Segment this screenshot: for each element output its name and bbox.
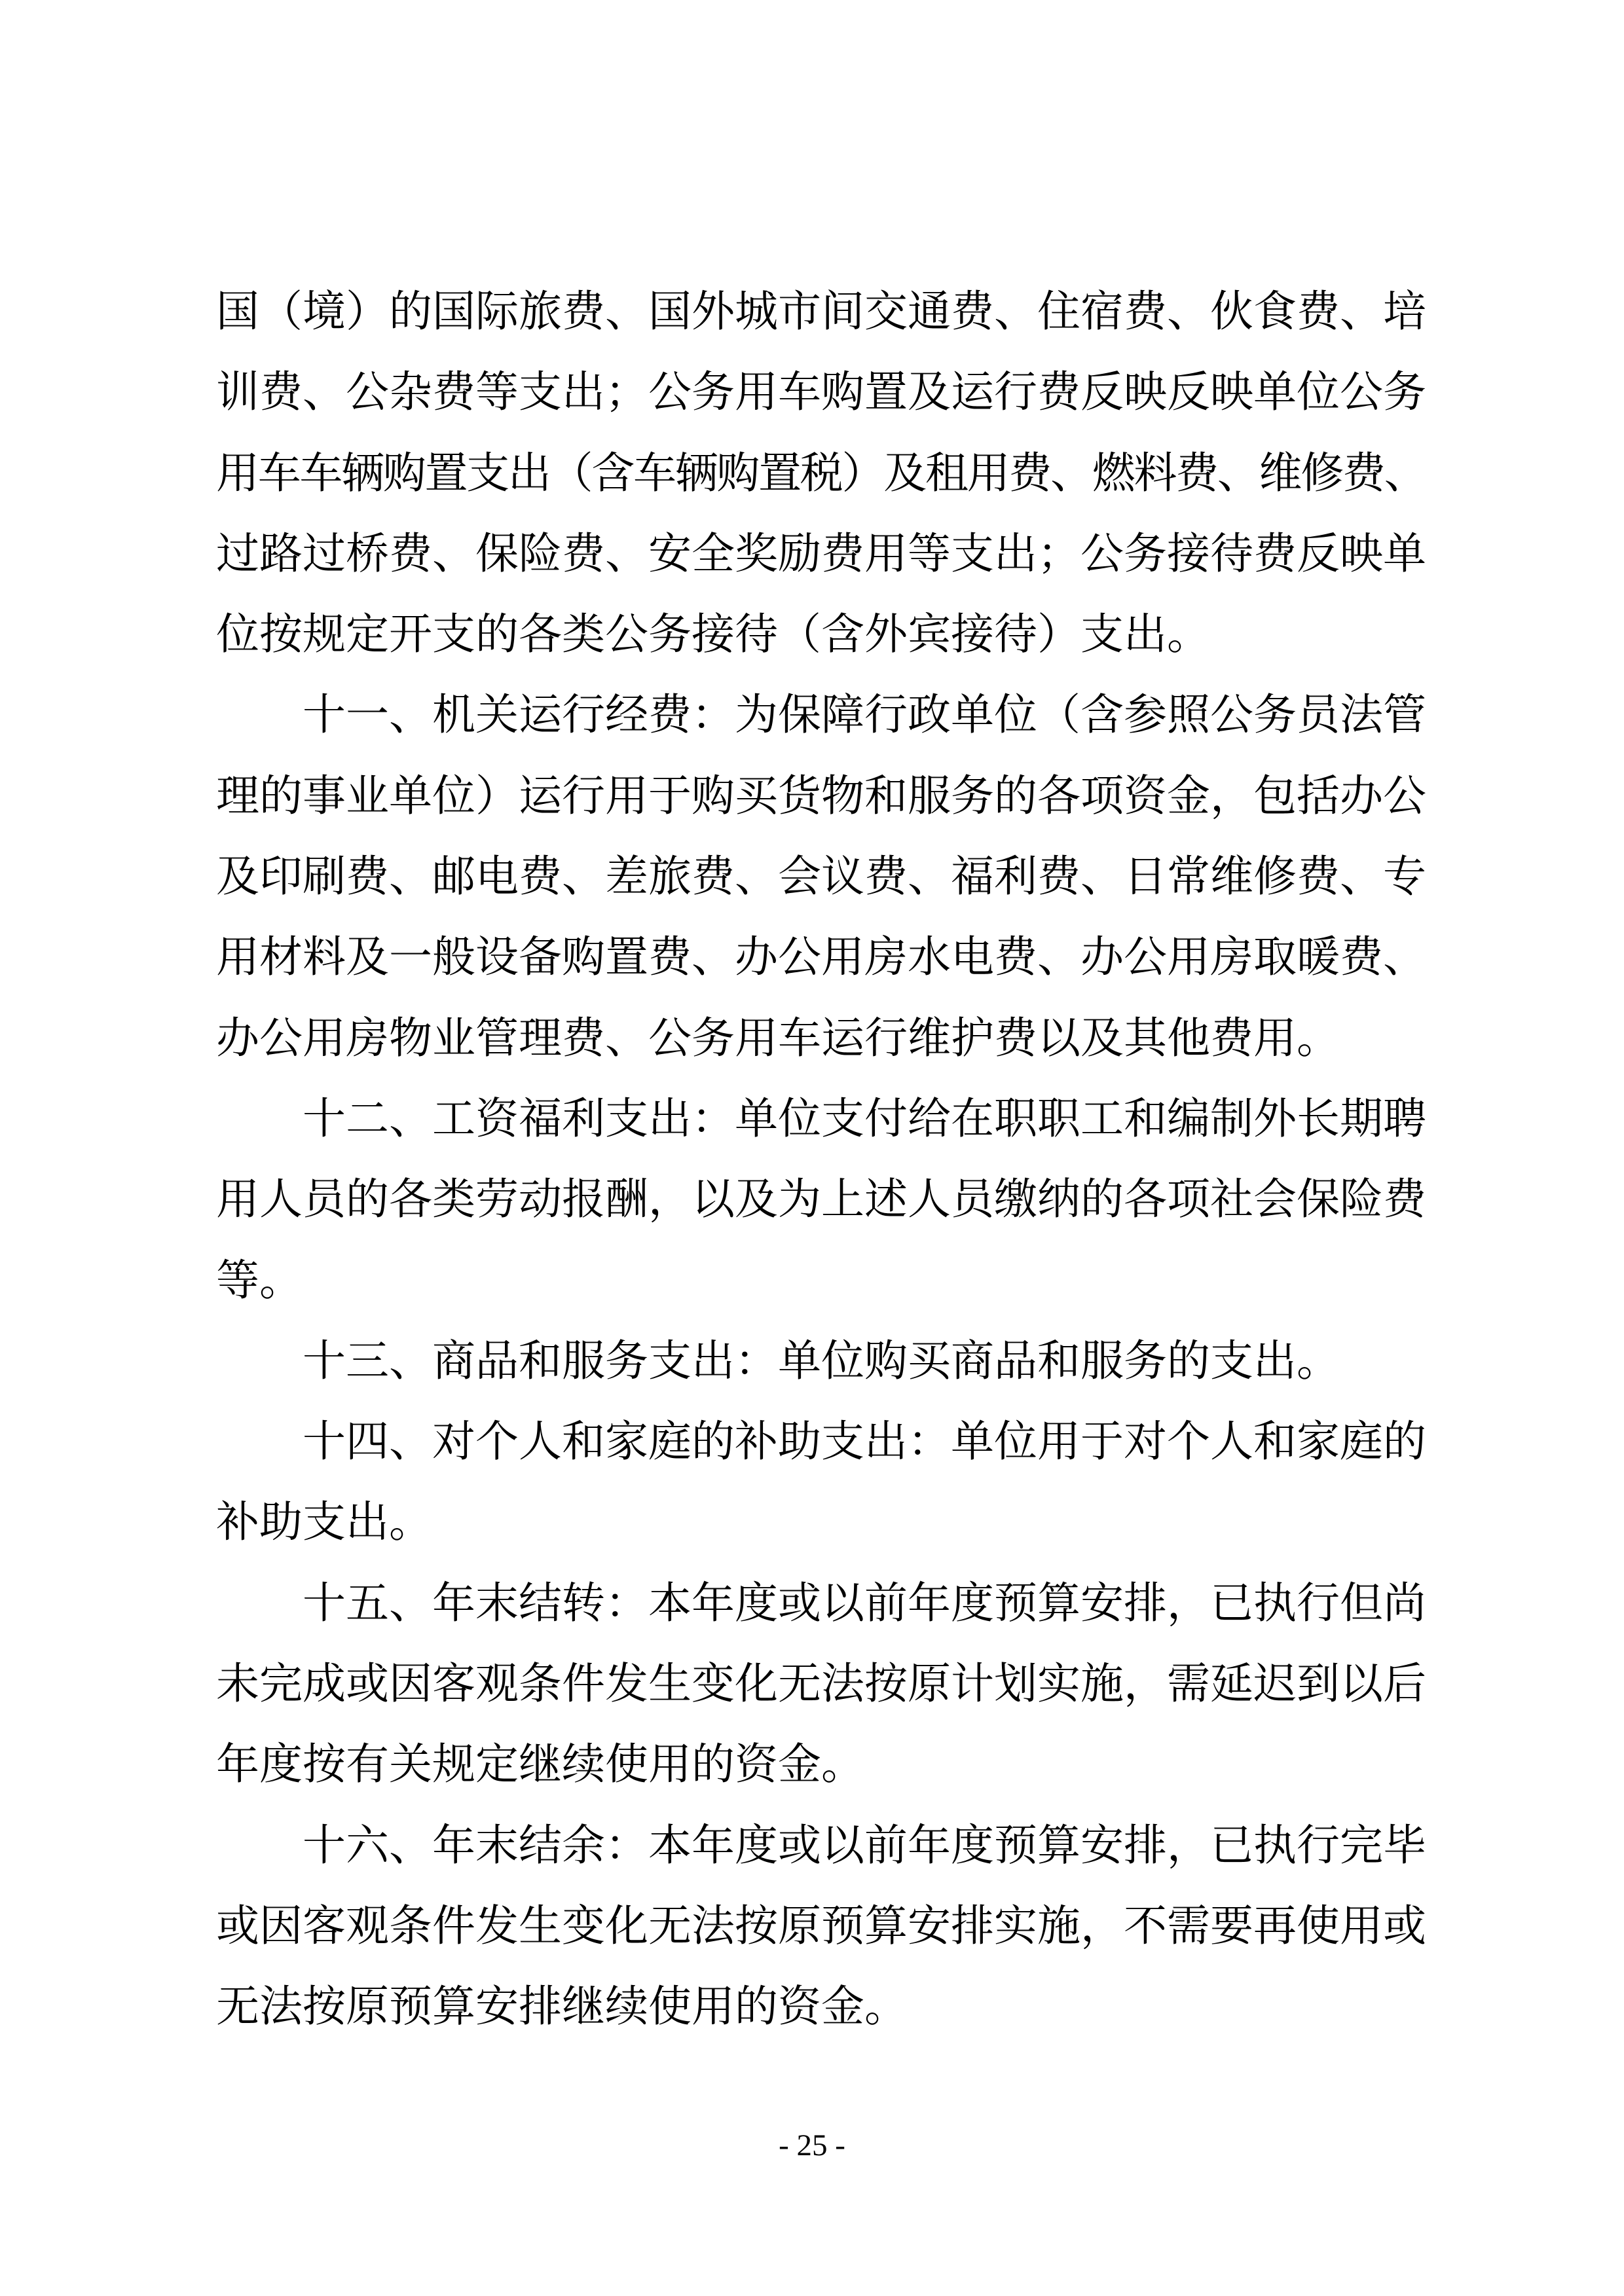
- text-line: 过路过桥费、保险费、安全奖励费用等支出；公务接待费反映单: [216, 530, 1426, 578]
- text-line: 或因客观条件发生变化无法按原预算安排实施，不需要再使用或: [216, 1902, 1426, 1950]
- text-line: 十三、商品和服务支出：单位购买商品和服务的支出。: [303, 1337, 1340, 1385]
- text-line: 用材料及一般设备购置费、办公用房水电费、办公用房取暖费、: [216, 934, 1426, 982]
- text-line: 十四、对个人和家庭的补助支出：单位用于对个人和家庭的: [303, 1418, 1426, 1467]
- text-line: 补助支出。: [216, 1499, 432, 1547]
- text-line: 及印刷费、邮电费、差旅费、会议费、福利费、日常维修费、专: [216, 853, 1426, 902]
- text-line: 等。: [216, 1256, 303, 1305]
- text-line: 用人员的各类劳动报酬，以及为上述人员缴纳的各项社会保险费: [216, 1176, 1426, 1224]
- text-line: 年度按有关规定继续使用的资金。: [216, 1741, 864, 1789]
- text-line: 十一、机关运行经费：为保障行政单位（含参照公务员法管: [303, 691, 1426, 740]
- text-line: 十五、年末结转：本年度或以前年度预算安排，已执行但尚: [303, 1579, 1426, 1628]
- text-line: 位按规定开支的各类公务接待（含外宾接待）支出。: [216, 611, 1210, 659]
- text-line: 用车车辆购置支出（含车辆购置税）及租用费、燃料费、维修费、: [216, 449, 1426, 498]
- text-line: 国（境）的国际旅费、国外城市间交通费、住宿费、伙食费、培: [216, 288, 1426, 336]
- text-line: 十六、年末结余：本年度或以前年度预算安排，已执行完毕: [303, 1821, 1426, 1870]
- document-body: [216, 272, 1426, 2048]
- text-line: 未完成或因客观条件发生变化无法按原计划实施，需延迟到以后: [216, 1660, 1426, 1709]
- text-line: 十二、工资福利支出：单位支付给在职职工和编制外长期聘: [303, 1095, 1426, 1143]
- text-line: 无法按原预算安排继续使用的资金。: [216, 1983, 908, 2032]
- text-line: 训费、公杂费等支出；公务用车购置及运行费反映反映单位公务: [216, 369, 1426, 417]
- text-line: 办公用房物业管理费、公务用车运行维护费以及其他费用。: [216, 1014, 1340, 1063]
- text-line: 理的事业单位）运行用于购买货物和服务的各项资金，包括办公: [216, 772, 1426, 820]
- page-number: - 25 -: [779, 2128, 845, 2162]
